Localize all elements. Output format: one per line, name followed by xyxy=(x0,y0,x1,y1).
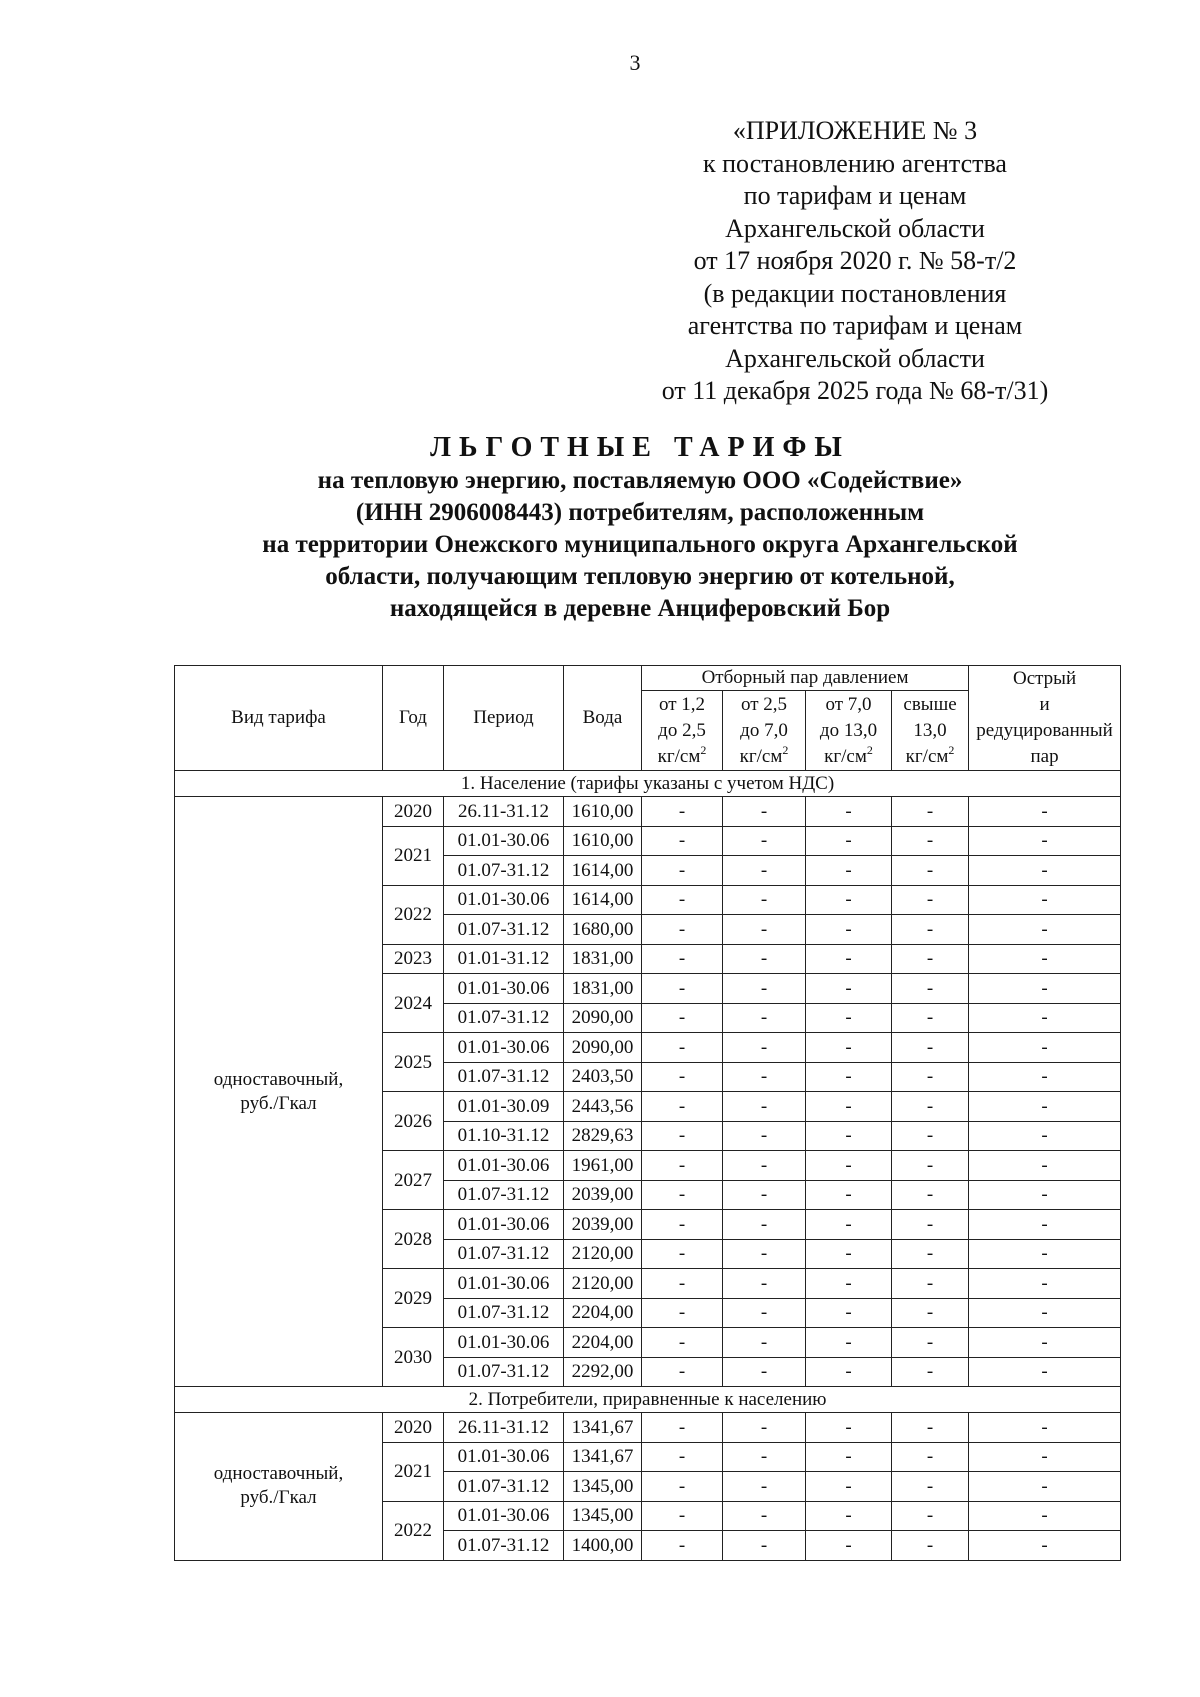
empty-value-cell: - xyxy=(723,944,806,974)
period-cell: 01.01-30.06 xyxy=(444,1210,564,1240)
period-cell: 26.11-31.12 xyxy=(444,1413,564,1443)
year-cell: 2024 xyxy=(383,974,444,1033)
empty-value-cell: - xyxy=(642,915,723,945)
period-cell: 01.07-31.12 xyxy=(444,1062,564,1092)
empty-value-cell: - xyxy=(642,944,723,974)
year-cell: 2020 xyxy=(383,797,444,827)
year-cell: 2023 xyxy=(383,944,444,974)
tariff-type-cell xyxy=(175,797,383,1387)
appendix-line: к постановлению агентства xyxy=(703,148,1007,178)
section-title: 1. Население (тарифы указаны с учетом НДС) xyxy=(175,771,1121,797)
empty-value-cell: - xyxy=(723,1298,806,1328)
unit-text: кг/см xyxy=(824,745,867,767)
empty-value-cell: - xyxy=(969,1328,1121,1358)
water-cell: 2403,50 xyxy=(564,1062,642,1092)
empty-value-cell: - xyxy=(723,1442,806,1472)
empty-value-cell: - xyxy=(723,1151,806,1181)
pressure-line: до 2,5 xyxy=(658,719,706,741)
empty-value-cell: - xyxy=(892,1442,969,1472)
title-line: (ИНН 2906008443) потребителям, расположенным xyxy=(355,499,925,526)
empty-value-cell: - xyxy=(892,1298,969,1328)
empty-value-cell: - xyxy=(723,1003,806,1033)
empty-value-cell: - xyxy=(806,974,892,1004)
pressure-unit xyxy=(644,744,720,770)
header-steam-group: Отборный пар давлением xyxy=(642,666,969,691)
period-cell: 01.07-31.12 xyxy=(444,1003,564,1033)
empty-value-cell: - xyxy=(969,885,1121,915)
empty-value-cell: - xyxy=(723,1033,806,1063)
empty-value-cell: - xyxy=(723,1501,806,1531)
empty-value-cell: - xyxy=(806,1531,892,1561)
pressure-line: до 13,0 xyxy=(819,719,878,741)
empty-value-cell: - xyxy=(642,1121,723,1151)
empty-value-cell: - xyxy=(892,856,969,886)
water-cell: 1610,00 xyxy=(564,797,642,827)
title-heading: ЛЬГОТНЫЕ ТАРИФЫ xyxy=(430,432,850,463)
empty-value-cell: - xyxy=(723,1239,806,1269)
empty-value-cell: - xyxy=(642,1092,723,1122)
title-line: на тепловую энергию, поставляемую ООО «Содействие» xyxy=(317,467,963,494)
tariff-type-line: одноставочный, xyxy=(213,1068,344,1090)
empty-value-cell: - xyxy=(806,1062,892,1092)
pressure-unit xyxy=(894,744,966,770)
empty-value-cell: - xyxy=(642,1501,723,1531)
water-cell: 2090,00 xyxy=(564,1003,642,1033)
page-number: 3 xyxy=(629,50,641,75)
header-pressure-2 xyxy=(723,691,806,771)
period-cell: 26.11-31.12 xyxy=(444,797,564,827)
empty-value-cell: - xyxy=(723,826,806,856)
empty-value-cell: - xyxy=(892,974,969,1004)
empty-value-cell: - xyxy=(642,826,723,856)
tariffs-table xyxy=(174,665,1121,1561)
header-sharp-line: пар xyxy=(1030,746,1059,767)
water-cell: 1614,00 xyxy=(564,856,642,886)
period-cell: 01.01-30.06 xyxy=(444,1033,564,1063)
empty-value-cell: - xyxy=(806,1180,892,1210)
period-cell: 01.01-30.06 xyxy=(444,826,564,856)
water-cell: 2039,00 xyxy=(564,1210,642,1240)
water-cell: 1345,00 xyxy=(564,1472,642,1502)
year-cell: 2028 xyxy=(383,1210,444,1269)
empty-value-cell: - xyxy=(892,1121,969,1151)
empty-value-cell: - xyxy=(723,915,806,945)
empty-value-cell: - xyxy=(806,1413,892,1443)
pressure-unit xyxy=(725,744,803,770)
header-pressure-1 xyxy=(642,691,723,771)
empty-value-cell: - xyxy=(892,1413,969,1443)
year-cell: 2020 xyxy=(383,1413,444,1443)
year-cell: 2022 xyxy=(383,885,444,944)
header-pressure-4 xyxy=(892,691,969,771)
header-water: Вода xyxy=(564,666,642,771)
year-cell: 2022 xyxy=(383,1501,444,1560)
tariffs-body xyxy=(175,771,1121,1561)
empty-value-cell: - xyxy=(806,944,892,974)
empty-value-cell: - xyxy=(642,1472,723,1502)
period-cell: 01.01-30.06 xyxy=(444,1151,564,1181)
empty-value-cell: - xyxy=(723,797,806,827)
empty-value-cell: - xyxy=(969,974,1121,1004)
section-title: 2. Потребители, приравненные к населению xyxy=(175,1387,1121,1413)
empty-value-cell: - xyxy=(723,1121,806,1151)
water-cell: 1341,67 xyxy=(564,1442,642,1472)
title-line: области, получающим тепловую энергию от котельной, xyxy=(325,563,955,590)
empty-value-cell: - xyxy=(969,1062,1121,1092)
pressure-line: от 7,0 xyxy=(825,693,872,715)
empty-value-cell: - xyxy=(892,1210,969,1240)
empty-value-cell: - xyxy=(723,1328,806,1358)
year-cell: 2029 xyxy=(383,1269,444,1328)
water-cell: 2829,63 xyxy=(564,1121,642,1151)
empty-value-cell: - xyxy=(969,1531,1121,1561)
empty-value-cell: - xyxy=(892,1180,969,1210)
empty-value-cell: - xyxy=(969,826,1121,856)
empty-value-cell: - xyxy=(806,1442,892,1472)
empty-value-cell: - xyxy=(642,797,723,827)
period-cell: 01.01-31.12 xyxy=(444,944,564,974)
empty-value-cell: - xyxy=(969,1472,1121,1502)
tariff-type-line: руб./Гкал xyxy=(240,1487,317,1509)
year-cell: 2025 xyxy=(383,1033,444,1092)
unit-sup: 2 xyxy=(782,742,789,757)
appendix-line: от 17 ноября 2020 г. № 58-т/2 xyxy=(693,246,1017,275)
empty-value-cell: - xyxy=(723,856,806,886)
empty-value-cell: - xyxy=(642,1180,723,1210)
period-cell: 01.07-31.12 xyxy=(444,1239,564,1269)
empty-value-cell: - xyxy=(723,1062,806,1092)
section-row xyxy=(175,771,1121,797)
water-cell: 2120,00 xyxy=(564,1269,642,1299)
empty-value-cell: - xyxy=(642,1531,723,1561)
period-cell: 01.07-31.12 xyxy=(444,1180,564,1210)
year-cell: 2026 xyxy=(383,1092,444,1151)
empty-value-cell: - xyxy=(969,944,1121,974)
tariff-type-line: руб./Гкал xyxy=(240,1092,317,1114)
empty-value-cell: - xyxy=(806,1239,892,1269)
empty-value-cell: - xyxy=(723,1269,806,1299)
period-cell: 01.01-30.09 xyxy=(444,1092,564,1122)
empty-value-cell: - xyxy=(892,1357,969,1387)
empty-value-cell: - xyxy=(969,1092,1121,1122)
empty-value-cell: - xyxy=(642,1062,723,1092)
empty-value-cell: - xyxy=(969,856,1121,886)
empty-value-cell: - xyxy=(806,885,892,915)
empty-value-cell: - xyxy=(892,1092,969,1122)
period-cell: 01.07-31.12 xyxy=(444,1298,564,1328)
empty-value-cell: - xyxy=(806,1269,892,1299)
empty-value-cell: - xyxy=(806,797,892,827)
empty-value-cell: - xyxy=(969,1180,1121,1210)
pressure-line: до 7,0 xyxy=(740,719,788,741)
empty-value-cell: - xyxy=(969,915,1121,945)
pressure-line: от 1,2 xyxy=(658,693,706,715)
title-line: на территории Онежского муниципального округа Архангельской xyxy=(262,531,1018,558)
empty-value-cell: - xyxy=(642,856,723,886)
empty-value-cell: - xyxy=(642,1033,723,1063)
water-cell: 1345,00 xyxy=(564,1501,642,1531)
table-row xyxy=(175,797,1121,827)
title-line: находящейся в деревне Анциферовский Бор xyxy=(389,595,891,622)
water-cell: 1610,00 xyxy=(564,826,642,856)
water-cell: 2204,00 xyxy=(564,1298,642,1328)
empty-value-cell: - xyxy=(806,1121,892,1151)
water-cell: 1831,00 xyxy=(564,944,642,974)
empty-value-cell: - xyxy=(806,1092,892,1122)
empty-value-cell: - xyxy=(892,797,969,827)
empty-value-cell: - xyxy=(642,1003,723,1033)
empty-value-cell: - xyxy=(806,1210,892,1240)
unit-text: кг/см xyxy=(739,745,783,767)
empty-value-cell: - xyxy=(892,1062,969,1092)
pressure-line: 13,0 xyxy=(913,719,947,741)
empty-value-cell: - xyxy=(806,1003,892,1033)
water-cell: 2443,56 xyxy=(564,1092,642,1122)
header-pressure-3 xyxy=(806,691,892,771)
empty-value-cell: - xyxy=(892,1501,969,1531)
appendix-line: (в редакции постановления xyxy=(703,278,1007,308)
empty-value-cell: - xyxy=(892,1269,969,1299)
appendix-line: агентства по тарифам и ценам xyxy=(687,311,1023,340)
period-cell: 01.07-31.12 xyxy=(444,1531,564,1561)
unit-text: кг/см xyxy=(905,745,949,767)
header-sharp-line: редуцированный xyxy=(976,720,1113,741)
empty-value-cell: - xyxy=(723,1531,806,1561)
empty-value-cell: - xyxy=(723,1180,806,1210)
empty-value-cell: - xyxy=(969,1298,1121,1328)
period-cell: 01.10-31.12 xyxy=(444,1121,564,1151)
empty-value-cell: - xyxy=(892,1151,969,1181)
unit-text: кг/см xyxy=(657,745,701,767)
empty-value-cell: - xyxy=(969,1003,1121,1033)
water-cell: 1614,00 xyxy=(564,885,642,915)
pressure-line: от 2,5 xyxy=(740,693,788,715)
year-cell: 2030 xyxy=(383,1328,444,1387)
empty-value-cell: - xyxy=(806,915,892,945)
empty-value-cell: - xyxy=(642,1298,723,1328)
empty-value-cell: - xyxy=(642,1239,723,1269)
empty-value-cell: - xyxy=(806,1328,892,1358)
empty-value-cell: - xyxy=(642,885,723,915)
tariff-type-line: одноставочный, xyxy=(213,1463,344,1485)
empty-value-cell: - xyxy=(969,1501,1121,1531)
empty-value-cell: - xyxy=(892,1003,969,1033)
empty-value-cell: - xyxy=(892,1531,969,1561)
tariff-type-cell xyxy=(175,1413,383,1561)
header-tariff-type: Вид тарифа xyxy=(175,666,383,771)
year-cell: 2021 xyxy=(383,826,444,885)
appendix-block xyxy=(620,115,1090,408)
period-cell: 01.07-31.12 xyxy=(444,915,564,945)
empty-value-cell: - xyxy=(969,1210,1121,1240)
water-cell: 2120,00 xyxy=(564,1239,642,1269)
water-cell: 1961,00 xyxy=(564,1151,642,1181)
unit-sup: 2 xyxy=(948,742,955,757)
empty-value-cell: - xyxy=(969,1442,1121,1472)
empty-value-cell: - xyxy=(806,1033,892,1063)
water-cell: 1400,00 xyxy=(564,1531,642,1561)
appendix-line: от 11 декабря 2025 года № 68-т/31) xyxy=(661,376,1049,405)
unit-sup: 2 xyxy=(866,742,873,757)
empty-value-cell: - xyxy=(723,1092,806,1122)
empty-value-cell: - xyxy=(892,1033,969,1063)
empty-value-cell: - xyxy=(892,915,969,945)
empty-value-cell: - xyxy=(806,1501,892,1531)
water-cell: 1341,67 xyxy=(564,1413,642,1443)
unit-sup: 2 xyxy=(700,742,707,757)
empty-value-cell: - xyxy=(892,1328,969,1358)
empty-value-cell: - xyxy=(806,1472,892,1502)
empty-value-cell: - xyxy=(969,1413,1121,1443)
empty-value-cell: - xyxy=(642,1269,723,1299)
pressure-unit xyxy=(808,744,889,770)
empty-value-cell: - xyxy=(806,856,892,886)
empty-value-cell: - xyxy=(969,1033,1121,1063)
empty-value-cell: - xyxy=(642,1151,723,1181)
appendix-line: по тарифам и ценам xyxy=(743,181,967,210)
empty-value-cell: - xyxy=(892,1239,969,1269)
empty-value-cell: - xyxy=(642,1210,723,1240)
appendix-line: «ПРИЛОЖЕНИЕ № 3 xyxy=(732,116,978,145)
empty-value-cell: - xyxy=(806,826,892,856)
period-cell: 01.01-30.06 xyxy=(444,1328,564,1358)
empty-value-cell: - xyxy=(723,1413,806,1443)
water-cell: 2039,00 xyxy=(564,1180,642,1210)
water-cell: 2090,00 xyxy=(564,1033,642,1063)
empty-value-cell: - xyxy=(969,1151,1121,1181)
empty-value-cell: - xyxy=(642,974,723,1004)
water-cell: 1680,00 xyxy=(564,915,642,945)
empty-value-cell: - xyxy=(892,826,969,856)
empty-value-cell: - xyxy=(806,1298,892,1328)
water-cell: 1831,00 xyxy=(564,974,642,1004)
empty-value-cell: - xyxy=(969,1239,1121,1269)
empty-value-cell: - xyxy=(723,1472,806,1502)
header-period: Период xyxy=(444,666,564,771)
empty-value-cell: - xyxy=(969,1269,1121,1299)
year-cell: 2021 xyxy=(383,1442,444,1501)
period-cell: 01.01-30.06 xyxy=(444,1501,564,1531)
header-sharp-line: Острый xyxy=(1012,668,1077,689)
empty-value-cell: - xyxy=(723,885,806,915)
empty-value-cell: - xyxy=(642,1357,723,1387)
empty-value-cell: - xyxy=(806,1151,892,1181)
empty-value-cell: - xyxy=(969,797,1121,827)
header-sharp-steam xyxy=(969,666,1121,771)
period-cell: 01.01-30.06 xyxy=(444,974,564,1004)
empty-value-cell: - xyxy=(969,1121,1121,1151)
appendix-line: Архангельской области xyxy=(725,213,985,243)
period-cell: 01.01-30.06 xyxy=(444,885,564,915)
empty-value-cell: - xyxy=(723,1210,806,1240)
year-cell: 2027 xyxy=(383,1151,444,1210)
period-cell: 01.01-30.06 xyxy=(444,1442,564,1472)
empty-value-cell: - xyxy=(892,944,969,974)
pressure-line: свыше xyxy=(903,693,957,715)
header-year: Год xyxy=(383,666,444,771)
empty-value-cell: - xyxy=(723,974,806,1004)
section-row xyxy=(175,1387,1121,1413)
table-row xyxy=(175,1413,1121,1443)
empty-value-cell: - xyxy=(642,1328,723,1358)
water-cell: 2204,00 xyxy=(564,1328,642,1358)
empty-value-cell: - xyxy=(642,1413,723,1443)
appendix-line: Архангельской области xyxy=(725,343,985,373)
period-cell: 01.01-30.06 xyxy=(444,1269,564,1299)
period-cell: 01.07-31.12 xyxy=(444,1472,564,1502)
empty-value-cell: - xyxy=(642,1442,723,1472)
period-cell: 01.07-31.12 xyxy=(444,1357,564,1387)
period-cell: 01.07-31.12 xyxy=(444,856,564,886)
empty-value-cell: - xyxy=(892,1472,969,1502)
document-title xyxy=(150,432,1130,625)
empty-value-cell: - xyxy=(969,1357,1121,1387)
water-cell: 2292,00 xyxy=(564,1357,642,1387)
empty-value-cell: - xyxy=(723,1357,806,1387)
empty-value-cell: - xyxy=(892,885,969,915)
empty-value-cell: - xyxy=(806,1357,892,1387)
header-sharp-line: и xyxy=(1039,694,1050,715)
